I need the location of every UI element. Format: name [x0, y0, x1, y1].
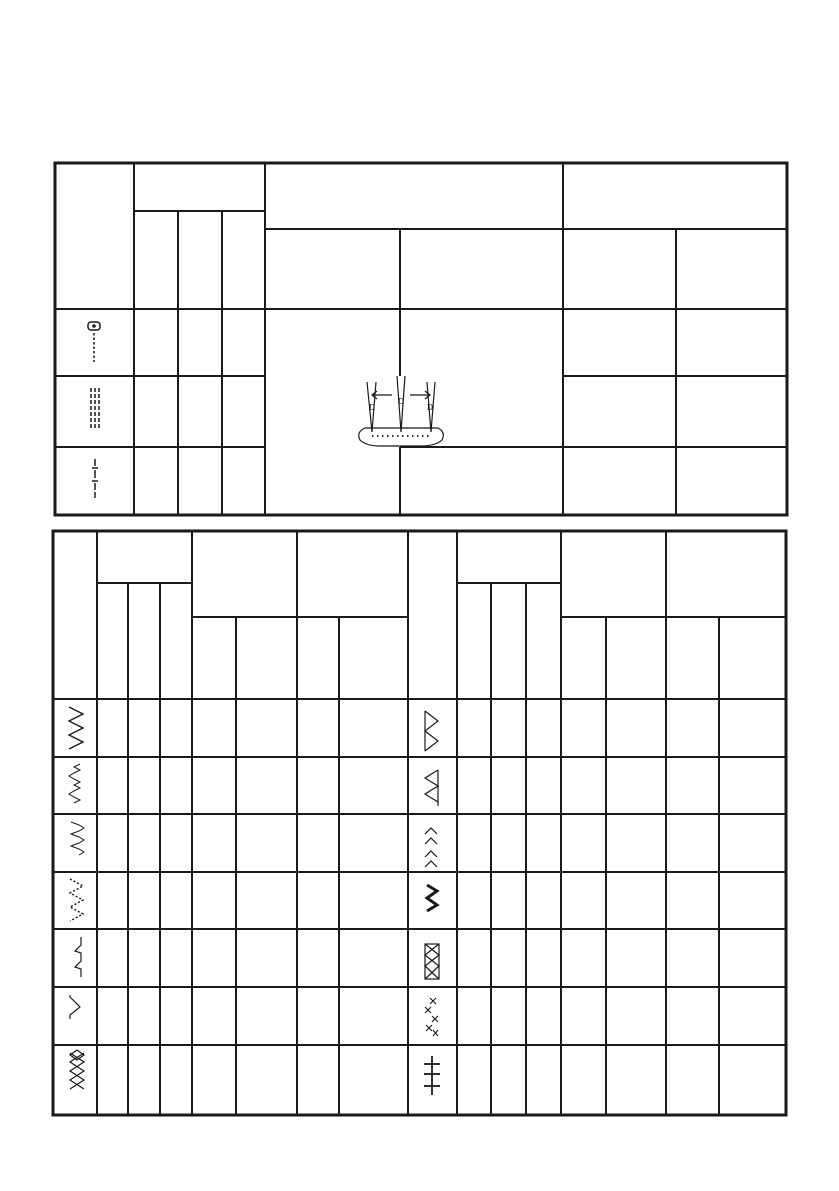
three-step-zigzag-stitch-icon	[69, 764, 80, 803]
needle-label-left: D	[368, 403, 376, 412]
elastic-blind-hem-stitch-icon	[70, 995, 80, 1019]
stretch-zigzag-stitch-icon	[70, 879, 83, 921]
overlock-stitch-icon	[425, 711, 438, 751]
ladder-stitch-icon	[424, 1056, 440, 1095]
table2-border	[53, 531, 786, 1115]
needle-label-center: D	[397, 397, 405, 406]
honeycomb-stitch-icon	[70, 1050, 84, 1089]
zigzag-stitch-table	[53, 531, 786, 1115]
cross-stitch-icon	[425, 998, 438, 1036]
basting-stitch-icon	[92, 459, 98, 498]
overedge-stitch-icon	[425, 770, 438, 806]
triple-zigzag-stitch-icon	[427, 885, 437, 911]
table1-border	[55, 163, 787, 515]
triple-straight-stitch-icon	[91, 388, 99, 428]
feather-stitch-icon	[425, 828, 437, 867]
needle-label-right: D	[426, 403, 434, 412]
blind-hem-stitch-icon	[75, 937, 81, 977]
straight-stitch-icon	[88, 322, 100, 362]
double-overlock-stitch-icon	[425, 944, 439, 979]
straight-stitch-table	[55, 163, 787, 515]
multi-zigzag-stitch-icon	[71, 822, 84, 855]
needle-position-labels	[369, 397, 433, 412]
zigzag-stitch-icon	[69, 707, 83, 749]
